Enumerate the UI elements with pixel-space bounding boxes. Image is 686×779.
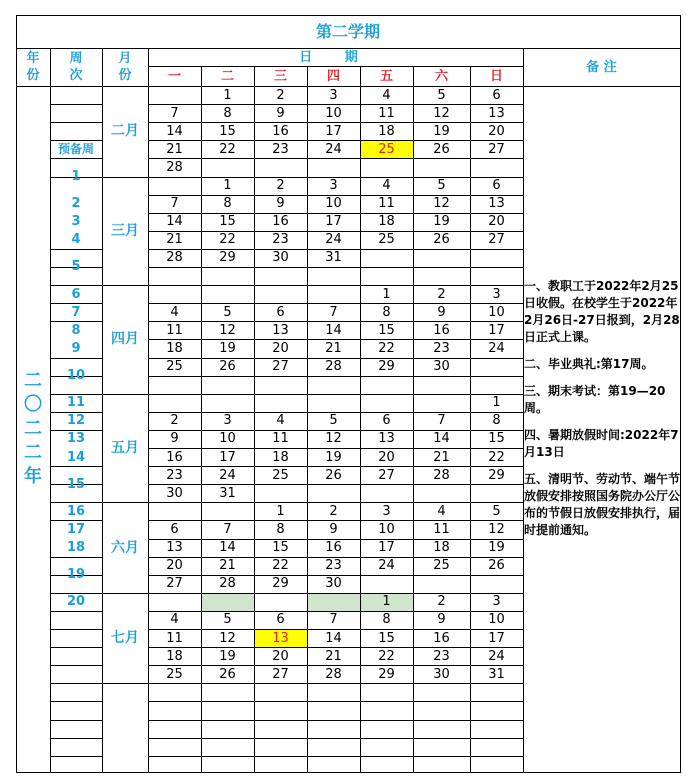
grid-line — [50, 104, 102, 105]
page-title: 第二学期 — [315, 21, 380, 41]
grid-line — [50, 629, 102, 630]
day-cell: 26 — [433, 232, 450, 248]
grid-line — [50, 611, 102, 612]
day-cell: 24 — [219, 467, 236, 483]
year-char: 二 — [24, 442, 42, 463]
header-remarks: 备 注 — [586, 59, 617, 75]
day-cell: 29 — [488, 467, 505, 483]
week-number: 19 — [66, 567, 86, 583]
day-cell: 9 — [276, 105, 285, 121]
day-cell: 5 — [223, 612, 232, 628]
day-cell: 22 — [488, 449, 505, 465]
grid-line — [148, 756, 523, 757]
day-cell: 10 — [219, 431, 236, 447]
day-cell: 26 — [433, 141, 450, 157]
day-cell: 19 — [433, 214, 450, 230]
day-cell: 1 — [382, 286, 391, 302]
day-cell: 17 — [325, 123, 342, 139]
day-cell: 3 — [223, 413, 232, 429]
day-cell: 23 — [325, 558, 342, 574]
weekday-3: 三 — [273, 68, 287, 84]
day-cell: 21 — [219, 558, 236, 574]
weekday-2: 二 — [220, 68, 234, 84]
month-label: 七月 — [111, 630, 139, 647]
day-cell: 26 — [219, 666, 236, 682]
day-cell: 28 — [433, 467, 450, 483]
grid-line — [148, 720, 523, 721]
day-cell: 15 — [219, 214, 236, 230]
day-cell: 31 — [325, 250, 342, 266]
day-cell: 28 — [166, 250, 183, 266]
day-cell: 1 — [492, 395, 501, 411]
day-cell: 17 — [488, 630, 505, 646]
year-label — [16, 86, 50, 772]
day-cell: 17 — [325, 214, 342, 230]
day-cell: 13 — [488, 196, 505, 212]
grid-line — [148, 683, 523, 684]
day-cell: 29 — [272, 576, 289, 592]
day-cell: 3 — [492, 286, 501, 302]
day-cell: 12 — [219, 322, 236, 338]
weekday-5: 五 — [379, 68, 393, 84]
day-cell: 4 — [382, 178, 391, 194]
week-number: 16 — [66, 503, 86, 519]
day-cell: 18 — [378, 123, 395, 139]
week-number: 18 — [66, 540, 86, 556]
day-cell: 27 — [488, 141, 505, 157]
day-cell: 8 — [223, 196, 232, 212]
day-cell: 16 — [433, 322, 450, 338]
month-label: 六月 — [111, 539, 139, 556]
week-number: 2 — [71, 196, 81, 212]
weekday-1: 一 — [167, 68, 181, 84]
day-cell: 12 — [219, 630, 236, 646]
day-cell: 15 — [378, 630, 395, 646]
week-number: 9 — [71, 340, 81, 356]
grid-line — [148, 376, 523, 377]
week-number: 10 — [66, 368, 86, 384]
year-char: 二 — [24, 418, 42, 439]
day-cell: 2 — [437, 286, 446, 302]
day-cell: 29 — [378, 666, 395, 682]
week-number: 20 — [66, 594, 86, 610]
day-cell: 28 — [325, 359, 342, 375]
day-cell: 12 — [433, 105, 450, 121]
grid-line — [50, 86, 102, 87]
day-cell: 2 — [170, 413, 179, 429]
week-number: 15 — [66, 476, 86, 492]
grid-line — [50, 738, 102, 739]
grid-line — [50, 720, 102, 721]
day-cell: 7 — [223, 521, 232, 537]
day-cell: 4 — [170, 304, 179, 320]
header-week: 周次 — [69, 51, 83, 83]
day-cell: 6 — [492, 87, 501, 103]
day-cell: 31 — [219, 485, 236, 501]
day-cell: 11 — [272, 431, 289, 447]
highlight-green-cell — [308, 594, 360, 611]
day-cell: 18 — [433, 540, 450, 556]
day-cell: 20 — [272, 648, 289, 664]
day-cell: 21 — [325, 340, 342, 356]
day-cell: 22 — [378, 340, 395, 356]
week-number: 5 — [71, 259, 81, 275]
day-cell: 14 — [219, 540, 236, 556]
weekday-7: 日 — [489, 68, 503, 84]
grid-line — [680, 15, 681, 773]
day-cell: 16 — [272, 123, 289, 139]
day-cell: 5 — [437, 87, 446, 103]
day-cell: 21 — [325, 648, 342, 664]
day-cell: 3 — [329, 87, 338, 103]
day-cell: 19 — [219, 340, 236, 356]
day-cell: 25 — [272, 467, 289, 483]
note-item: 三、期末考试：第19—20周。 — [524, 384, 666, 415]
day-cell: 5 — [329, 413, 338, 429]
header-month: 月份 — [118, 51, 132, 83]
day-cell: 18 — [272, 449, 289, 465]
day-cell: 23 — [433, 340, 450, 356]
day-cell: 11 — [378, 196, 395, 212]
day-cell: 27 — [378, 467, 395, 483]
day-cell: 28 — [166, 159, 183, 175]
weekday-6: 六 — [434, 68, 448, 84]
day-cell: 14 — [325, 322, 342, 338]
day-cell: 14 — [166, 123, 183, 139]
header-date: 日 期 — [299, 49, 372, 65]
day-cell: 5 — [437, 178, 446, 194]
day-cell: 1 — [223, 178, 232, 194]
day-cell: 4 — [437, 503, 446, 519]
day-cell: 27 — [272, 666, 289, 682]
day-cell: 7 — [437, 413, 446, 429]
week-number: 11 — [66, 395, 86, 411]
day-cell: 6 — [276, 612, 285, 628]
day-cell: 26 — [219, 359, 236, 375]
week-number: 1 — [71, 168, 81, 184]
day-cell: 22 — [378, 648, 395, 664]
day-cell: 6 — [382, 413, 391, 429]
day-cell: 20 — [488, 214, 505, 230]
note-item: 四、暑期放假时间:2022年7月13日 — [524, 428, 679, 459]
day-cell: 25 — [378, 232, 395, 248]
day-cell: 6 — [492, 178, 501, 194]
day-cell: 11 — [166, 322, 183, 338]
day-cell: 24 — [325, 232, 342, 248]
day-cell: 13 — [272, 322, 289, 338]
day-cell: 6 — [276, 304, 285, 320]
week-number: 3 — [71, 214, 81, 230]
day-cell: 2 — [276, 87, 285, 103]
day-cell: 26 — [488, 558, 505, 574]
day-cell: 16 — [166, 449, 183, 465]
day-cell: 20 — [272, 340, 289, 356]
day-cell: 21 — [166, 141, 183, 157]
month-label: 五月 — [111, 439, 139, 456]
day-cell: 11 — [166, 630, 183, 646]
day-cell: 24 — [378, 558, 395, 574]
day-cell: 15 — [219, 123, 236, 139]
day-cell: 14 — [433, 431, 450, 447]
year-char: 年 — [24, 466, 42, 487]
day-cell: 10 — [488, 612, 505, 628]
day-cell: 11 — [433, 521, 450, 537]
day-cell: 23 — [272, 141, 289, 157]
day-cell: 10 — [325, 105, 342, 121]
day-cell: 25 — [433, 558, 450, 574]
day-cell: 16 — [272, 214, 289, 230]
week-number: 14 — [66, 449, 86, 465]
day-cell: 1 — [382, 594, 391, 610]
day-cell: 23 — [433, 648, 450, 664]
day-cell: 3 — [382, 503, 391, 519]
grid-line — [148, 738, 523, 739]
day-cell: 29 — [378, 359, 395, 375]
day-cell: 11 — [378, 105, 395, 121]
grid-line — [50, 701, 102, 702]
day-cell: 8 — [223, 105, 232, 121]
day-cell: 17 — [488, 322, 505, 338]
day-cell: 13 — [488, 105, 505, 121]
day-cell: 30 — [325, 576, 342, 592]
day-cell: 9 — [437, 304, 446, 320]
day-cell: 19 — [325, 449, 342, 465]
day-cell: 1 — [223, 87, 232, 103]
day-cell: 12 — [433, 196, 450, 212]
day-cell: 8 — [382, 612, 391, 628]
day-cell: 4 — [382, 87, 391, 103]
day-cell: 15 — [378, 322, 395, 338]
day-cell: 10 — [325, 196, 342, 212]
day-cell: 9 — [276, 196, 285, 212]
month-label: 三月 — [111, 222, 139, 239]
day-cell: 30 — [166, 485, 183, 501]
day-cell: 25 — [166, 359, 183, 375]
day-cell: 24 — [488, 340, 505, 356]
grid-line — [50, 683, 102, 684]
grid-line — [148, 158, 523, 159]
highlight-green-cell — [202, 594, 254, 611]
weekday-4: 四 — [326, 68, 340, 84]
day-cell: 23 — [272, 232, 289, 248]
day-cell: 31 — [488, 666, 505, 682]
grid-line — [148, 267, 523, 268]
day-cell: 19 — [433, 123, 450, 139]
day-cell: 26 — [325, 467, 342, 483]
grid-line — [148, 772, 523, 773]
week-number: 4 — [71, 232, 81, 248]
note-item: 五、清明节、劳动节、端午节放假安排按照国务院办公厅公布的节假日放假安排执行，届时提前通知。 — [524, 472, 681, 537]
day-cell: 18 — [378, 214, 395, 230]
grid-line — [148, 701, 523, 702]
grid-line — [50, 665, 102, 666]
day-cell: 14 — [325, 630, 342, 646]
day-cell: 19 — [488, 540, 505, 556]
day-cell: 7 — [170, 196, 179, 212]
year-char: 二 — [24, 370, 42, 391]
day-cell: 3 — [492, 594, 501, 610]
day-cell: 18 — [166, 340, 183, 356]
day-cell: 7 — [329, 304, 338, 320]
day-cell: 2 — [437, 594, 446, 610]
grid-line — [50, 122, 102, 123]
day-cell: 23 — [166, 467, 183, 483]
day-cell: 13 — [378, 431, 395, 447]
day-cell: 13 — [166, 540, 183, 556]
week-number: 7 — [71, 304, 81, 320]
day-cell: 25 — [378, 141, 395, 157]
day-cell: 30 — [433, 666, 450, 682]
grid-line — [148, 394, 523, 395]
day-cell: 24 — [325, 141, 342, 157]
day-cell: 12 — [488, 521, 505, 537]
day-cell: 6 — [170, 521, 179, 537]
day-cell: 3 — [329, 178, 338, 194]
day-cell: 2 — [276, 178, 285, 194]
day-cell: 27 — [272, 359, 289, 375]
day-cell: 22 — [272, 558, 289, 574]
day-cell: 25 — [166, 666, 183, 682]
month-label: 四月 — [111, 331, 139, 348]
day-cell: 17 — [219, 449, 236, 465]
week-number: 13 — [66, 431, 86, 447]
day-cell: 19 — [219, 648, 236, 664]
grid-line — [102, 683, 148, 684]
day-cell: 30 — [272, 250, 289, 266]
note-item: 一、教职工于2022年2月25日收假。在校学生于2022年2月26日-27日报到，2月28日正式上课。 — [524, 279, 680, 344]
day-cell: 1 — [276, 503, 285, 519]
day-cell: 4 — [276, 413, 285, 429]
day-cell: 9 — [329, 521, 338, 537]
day-cell: 10 — [488, 304, 505, 320]
day-cell: 27 — [488, 232, 505, 248]
month-label: 二月 — [111, 123, 139, 140]
week-number: 预备周 — [57, 142, 94, 157]
day-cell: 15 — [272, 540, 289, 556]
day-cell: 27 — [166, 576, 183, 592]
day-cell: 8 — [382, 304, 391, 320]
day-cell: 20 — [166, 558, 183, 574]
day-cell: 12 — [325, 431, 342, 447]
day-cell: 5 — [492, 503, 501, 519]
week-number: 12 — [66, 413, 86, 429]
week-number: 17 — [66, 521, 86, 537]
day-cell: 20 — [488, 123, 505, 139]
day-cell: 16 — [433, 630, 450, 646]
day-cell: 15 — [488, 431, 505, 447]
day-cell: 30 — [433, 359, 450, 375]
day-cell: 29 — [219, 250, 236, 266]
day-cell: 21 — [166, 232, 183, 248]
day-cell: 18 — [166, 648, 183, 664]
day-cell: 22 — [219, 141, 236, 157]
day-cell: 24 — [488, 648, 505, 664]
day-cell: 8 — [492, 413, 501, 429]
day-cell: 5 — [223, 304, 232, 320]
day-cell: 28 — [219, 576, 236, 592]
day-cell: 16 — [325, 540, 342, 556]
day-cell: 28 — [325, 666, 342, 682]
day-cell: 4 — [170, 612, 179, 628]
day-cell: 7 — [329, 612, 338, 628]
day-cell: 14 — [166, 214, 183, 230]
day-cell: 21 — [433, 449, 450, 465]
year-char: 〇 — [24, 394, 42, 415]
grid-line — [50, 772, 102, 773]
day-cell: 9 — [437, 612, 446, 628]
header-year: 年份 — [26, 51, 40, 83]
day-cell: 7 — [170, 105, 179, 121]
day-cell: 10 — [378, 521, 395, 537]
day-cell: 8 — [276, 521, 285, 537]
day-cell: 17 — [378, 540, 395, 556]
week-number: 6 — [71, 286, 81, 302]
grid-line — [50, 647, 102, 648]
day-cell: 22 — [219, 232, 236, 248]
day-cell: 9 — [170, 431, 179, 447]
note-item: 二、毕业典礼:第17周。 — [524, 357, 654, 371]
day-cell: 13 — [272, 630, 289, 646]
week-number: 8 — [71, 322, 81, 338]
grid-line — [50, 756, 102, 757]
day-cell: 2 — [329, 503, 338, 519]
remarks-notes — [524, 278, 680, 549]
day-cell: 20 — [378, 449, 395, 465]
